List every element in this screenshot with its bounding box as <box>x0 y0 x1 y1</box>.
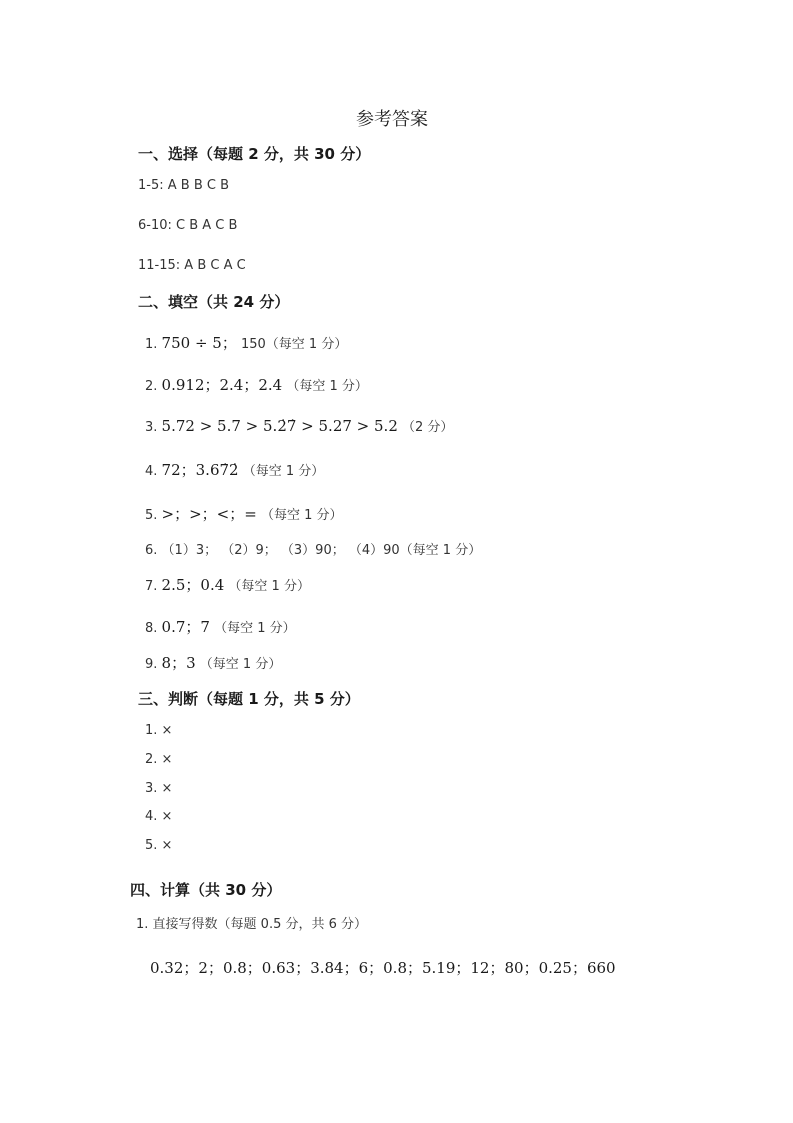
fill-item-7 <box>145 574 310 595</box>
item-note: （每空 1 分） <box>214 621 296 636</box>
judge-item-3: 3. × <box>145 781 173 796</box>
judge-item-2: 2. × <box>145 752 173 767</box>
item-note: （每空 1 分） <box>242 464 325 479</box>
item-math: 8；3 <box>161 654 196 672</box>
judge-item-4: 4. × <box>145 809 173 824</box>
item-note: （每空 1 分） <box>286 379 368 394</box>
item-note: （每空 1 分） <box>260 508 343 523</box>
item-number: 8. <box>145 621 158 636</box>
fill-item-6 <box>145 539 481 558</box>
judge-item-1: 1. × <box>145 723 173 738</box>
item-math: >；>；<；= <box>161 505 257 523</box>
item-note: （2 分） <box>402 420 454 435</box>
item-math: 72；3.67̇2̇ <box>161 461 239 479</box>
fill-item-8 <box>145 616 296 637</box>
section-heading-choice: 一、选择（每题 2 分，共 30 分） <box>138 145 371 163</box>
item-note: 150（每空 1 分） <box>240 337 348 352</box>
judge-item-5: 5. × <box>145 838 173 853</box>
choice-answers-11-15: 11-15: A B C A C <box>138 258 246 273</box>
item-math: 0.912；2.4；2.4 <box>161 376 283 394</box>
item-number: 5. <box>145 508 158 523</box>
item-number: 2. <box>145 379 158 394</box>
section-heading-fill: 二、填空（共 24 分） <box>138 293 290 311</box>
fill-item-2 <box>145 374 368 395</box>
item-number: 4. <box>145 464 158 479</box>
item-number: 3. <box>145 420 158 435</box>
fill-item-9 <box>145 652 281 673</box>
item-number: 6. <box>145 543 158 558</box>
fill-item-3 <box>145 416 453 435</box>
item-note: （每空 1 分） <box>199 657 282 672</box>
choice-answers-1-5: 1-5: A B B C B <box>138 178 229 193</box>
item-math: 0.7；7 <box>161 618 210 636</box>
item-note: （每空 1 分） <box>228 579 310 594</box>
item-math: 750 ÷ 5； <box>161 334 237 352</box>
item-note: （1）3； （2）9； （3）90； （4）90（每空 1 分） <box>161 543 482 558</box>
page-title: 参考答案 <box>356 109 428 130</box>
calc-answers: 0.32；2；0.8；0.63；3.84；6；0.8；5.19；12；80；0.25；660 <box>150 959 616 977</box>
fill-item-4 <box>145 459 324 480</box>
item-number: 7. <box>145 579 158 594</box>
section-heading-judge: 三、判断（每题 1 分，共 5 分） <box>138 690 360 708</box>
item-number: 9. <box>145 657 158 672</box>
item-math: 5.72 > 5.7 > 5.2̇7̇ > 5.27 > 5.2 <box>161 417 398 435</box>
item-number: 1. <box>145 337 158 352</box>
calc-subheading-1: 1. 直接写得数（每题 0.5 分，共 6 分） <box>136 917 368 932</box>
fill-item-1 <box>145 332 347 353</box>
section-heading-calc: 四、计算（共 30 分） <box>130 881 282 899</box>
fill-item-5 <box>145 503 343 524</box>
choice-answers-6-10: 6-10: C B A C B <box>138 218 238 233</box>
item-math: 2.5；0.4 <box>161 576 225 594</box>
